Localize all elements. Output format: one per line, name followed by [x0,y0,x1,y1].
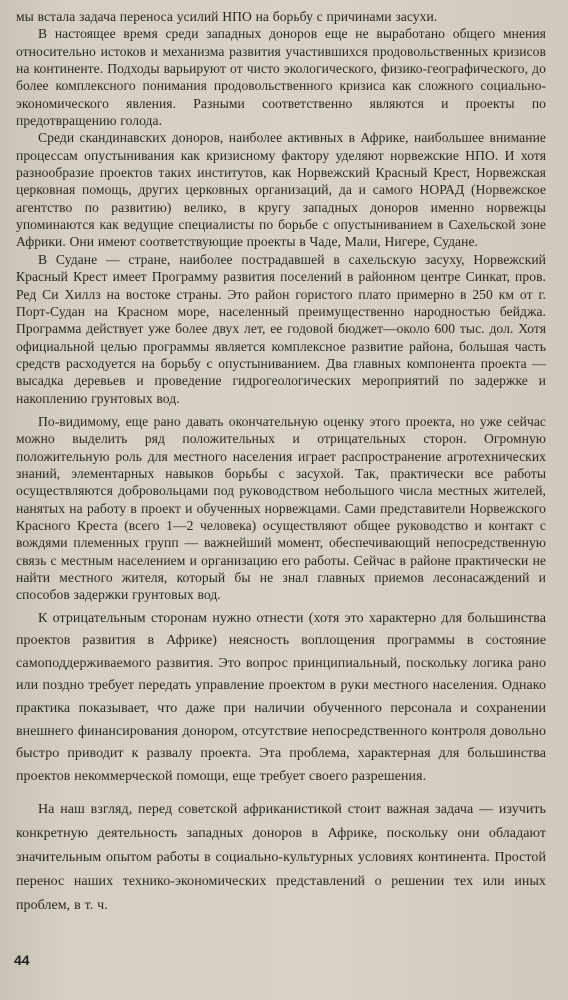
paragraph-5: По-видимому, еще рано давать окончательную оценку этого проекта, но уже сейчас можно выделить ряд положительных и отрицательных сторон. Огромную положительную роль для местного населения играет распространение агротехнических знаний, элементарных навыков борьбы с засухой. Так, практически все работы осуществляются добровольцами под руководством небольшого числа местных жителей, нанятых на работу в проект и обученных норвежцами. Сами представители Норвежского Красного Креста (всего 1—2 человека) осуществляют общее руководство и контакт с вождями племенных групп — важнейший момент, обеспечивающий непосредственную связь с местным населением и организацию его работы. Сейчас в районе практически не найти местного жителя, который бы не знал главных приемов лесонасаждений и способов задержки грунтовых вод. [16,413,546,603]
paragraph-4: В Судане — стране, наиболее пострадавшей в сахельскую засуху, Норвежский Красный Крест имеет Программу развития поселений в районном центре Синкат, пров. Ред Си Хиллз на востоке страны. Это район гористого плато примерно в 250 км от г. Порт-Судан на Красном море, населенный преимущественно народностью бейджа. Программа действует уже более двух лет, ее годовой бюджет—около 600 тыс. дол. Хотя официальной целью программы является комплексное развитие района, большая часть средств расходуется на борьбу с опустыниванием. Два главных компонента проекта — высадка деревьев и проведение гидрогеологических мероприятий по задержке и накоплению грунтовых вод. [16,251,546,406]
page-number: 44 [14,952,30,968]
paragraph-7: На наш взгляд, перед советской африканистикой стоит важная задача — изучить конкретную деятельность западных доноров в Африке, поскольку они обладают значительным опытом работы в социально-культурных условиях континента. Простой перенос наших технико-экономических представлений о решении тех или иных проблем, в т. ч. [16,802,546,914]
paragraph-2: В настоящее время среди западных доноров еще не выработано общего мнения относительно истоков и механизма развития участившихся продовольственных кризисов на континенте. Подходы варьируют от чисто экологического, физико-географического, до более комплексного понимания продовольственного кризиса как сложного социально-экономического явления. Разными соответственно являются и проекты по предотвращению голода. [16,26,546,129]
paragraph-6: К отрицательным сторонам нужно отнести (хотя это характерно для большинства проектов развития в Африке) неясность воплощения программы в состояние самоподдерживаемого развития. Это вопрос принципиальный, поскольку логика рано или поздно требует передать управление проектом в руки местного населения. Однако практика показывает, что даже при наличии обученного персонала и сохранении внешнего финансирования донором, отсутствие непосредственного контроля довольно быстро приводит к развалу проекта. Эта проблема, характерная для большинства проектов некоммерческой помощи, еще требует своего разрешения. [16,610,546,784]
paragraph-1: мы встала задача переноса усилий НПО на борьбу с причинами засухи. [16,9,438,24]
paragraph-3: Среди скандинавских доноров, наиболее активных в Африке, наибольшее внимание процессам опустынивания как кризисному фактору уделяют норвежские НПО. И хотя разнообразие проектов таких институтов, как Норвежский Красный Крест, Норвежская церковная помощь, других церковных организаций, да и самого НОРАД (Норвежское агентство по развитию) велико, в кругу западных доноров именно норвежцы упоминаются как ведущие специалисты по борьбе с опустыниванием в Сахельской зоне Африки. Они имеют соответствующие проекты в Чаде, Мали, Нигере, Судане. [16,130,546,250]
